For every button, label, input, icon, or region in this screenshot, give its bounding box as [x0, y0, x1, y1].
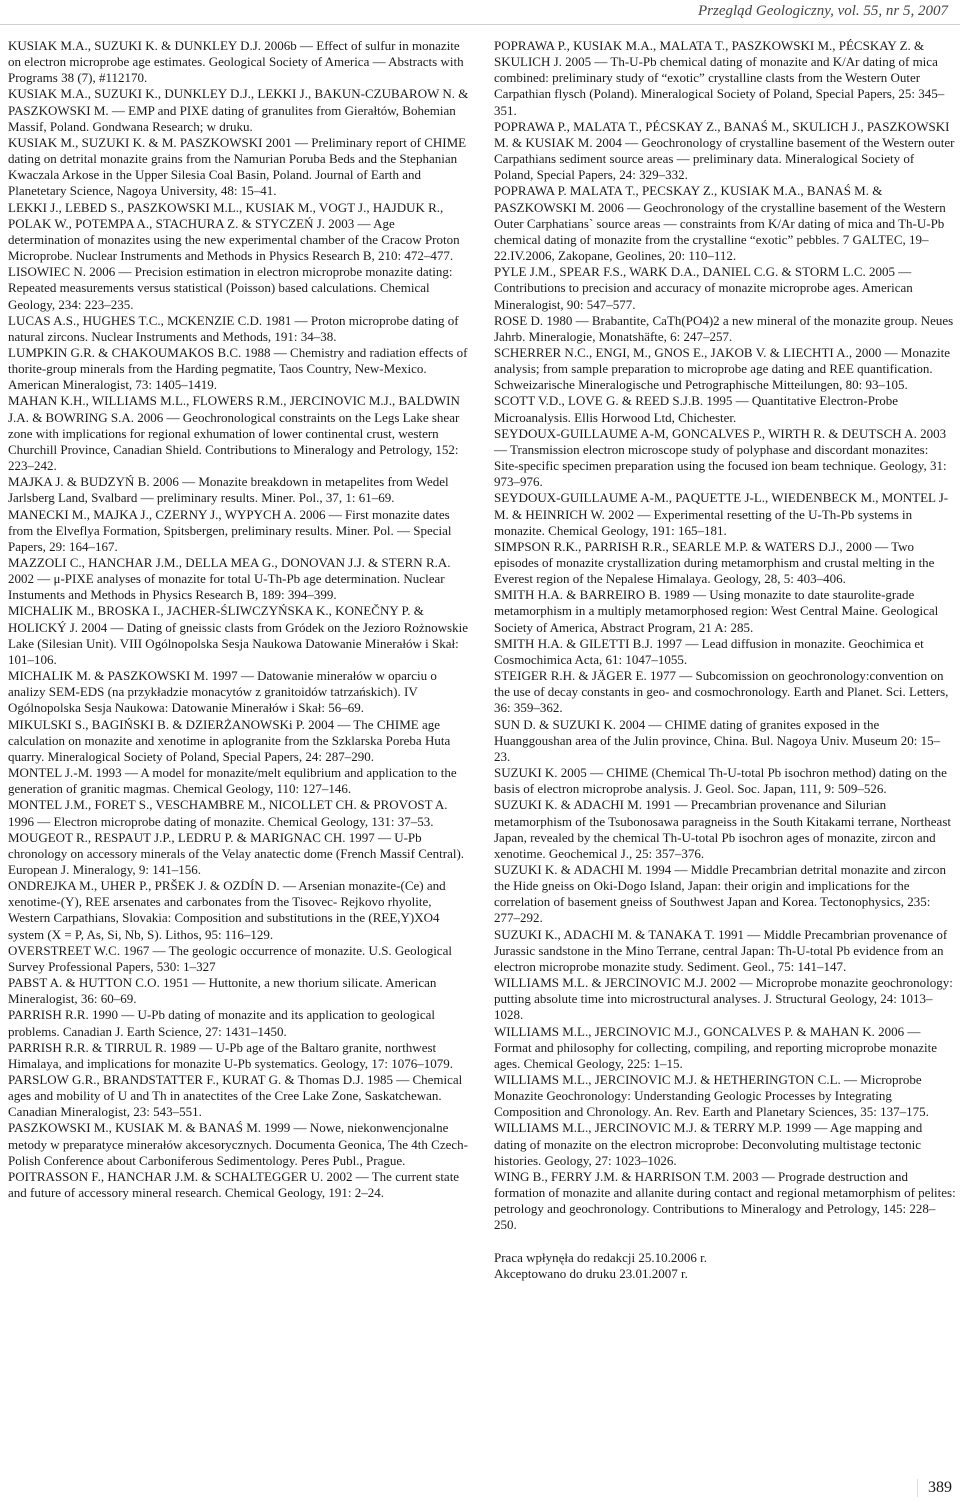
reference-entry: MAHAN K.H., WILLIAMS M.L., FLOWERS R.M., JERCINOVIC M.J., BALDWIN J.A. & BOWRING S.A. 2006 — Geochronological constraints on the Legs Lake shear zone with implications for regional exhumation of lower continental crust, western Churchill Province, Canadian Shield. Contributions to Mineralogy and Petrology, 152: 223–242. — [8, 393, 460, 474]
reference-entry: LUCAS A.S., HUGHES T.C., MCKENZIE C.D. 1981 — Proton microprobe dating of natural zircons. Nuclear Instruments and Methods, 191: 34–38. — [8, 312, 459, 344]
reference-entry: LISOWIEC N. 2006 — Precision estimation in electron microprobe monazite dating: Repeated measurements versus statistical (Poisson) based calculations. Chemical Geology, 234: 223–235. — [8, 264, 453, 312]
page-number: 389 — [917, 1479, 952, 1497]
reference-entry: MOUGEOT R., RESPAUT J.P., LEDRU P. & MARIGNAC CH. 1997 — U-Pb chronology on accessory minerals of the Velay anatectic dome (French Massif Central). European J. Mineralogy, 9: 141–156. — [8, 829, 465, 877]
reference-entry: POPRAWA P., MALATA T., PÉCSKAY Z., BANAŚ M., SKULICH J., PASZKOWSKI M. & KUSIAK M. 2004 — Geochronology of crystalline basement of the Western outer Carpathians sediment source areas — preliminary data. Mineralogical Society of Poland, Special Papers, 24: 329–332. — [494, 118, 955, 183]
reference-entry: SEYDOUX-GUILLAUME A-M., PAQUETTE J-L., WIEDENBECK M., MONTEL J-M. & HEINRICH W. 2002 — Experimental resetting of the U-Th-Pb systems in monazite. Chemical Geology, 191: 165–181. — [494, 490, 949, 538]
reference-entry: OVERSTREET W.C. 1967 — The geologic occurrence of monazite. U.S. Geological Survey Professional Papers, 530: 1–327 — [8, 942, 452, 974]
reference-entry: STEIGER R.H. & JÄGER E. 1977 — Subcomission on geochronology:convention on the use of decay constants in geo- and cosmochronology. Earth and Planet. Sci. Letters, 36: 359–362. — [494, 668, 949, 716]
reference-entry: SMITH H.A. & BARREIRO B. 1989 — Using monazite to date staurolite-grade metamorphism in a multiply metamorphosed region: West Central Maine. Geological Society of America, Abstract Program, 21 A: 285. — [494, 587, 939, 635]
reference-entry: MONTEL J.M., FORET S., VESCHAMBRE M., NICOLLET CH. & PROVOST A. 1996 — Electron microprobe dating of monazite. Chemical Geology, 131: 37–53. — [8, 797, 448, 829]
reference-entry: SUZUKI K. & ADACHI M. 1994 — Middle Precambrian detrital monazite and zircon the Hide gneiss on Oki-Dogo Island, Japan: their origin and implications for the correlation of basement gneiss of Southwest Japan and Korea. Tectonophysics, 235: 277–292. — [494, 861, 947, 926]
reference-entry: SUZUKI K. & ADACHI M. 1991 — Precambrian provenance and Silurian metamorphism of the Tsubonosawa paragneiss in the South Kitakami terrane, Northeast Japan, revealed by the chemical Th-U-total Pb isochron ages of monazite, zircon and xenotime. Geochemical J., 25: 357–376. — [494, 797, 951, 861]
reference-entry: MIKULSKI S., BAGIŃSKI B. & DZIERŻANOWSKi P. 2004 — The CHIME age calculation on monazite and xenotime in aplogranite from the Szklarska Poreba Huta quarry. Mineralogical Society of Poland, Special Papers, 24: 287–290. — [8, 716, 451, 764]
reference-entry: KUSIAK M., SUZUKI K. & M. PASZKOWSKI 2001 — Preliminary report of CHIME dating on detrital monazite grains from the Namurian Poruba Beds and the Stephanian Kwaczala Arkose in the Upper Silesia Coal Basin, Poland. Journal of Earth and Planetetary Science, Nagoya University, 48: 15–41. — [8, 134, 467, 199]
reference-entry: PYLE J.M., SPEAR F.S., WARK D.A., DANIEL C.G. & STORM L.C. 2005 — Contributions to precision and accuracy of monazite microprobe ages. American Mineralogist, 90: 547–577. — [494, 264, 913, 312]
reference-entry: SEYDOUX-GUILLAUME A-M, GONCALVES P., WIRTH R. & DEUTSCH A. 2003 — Transmission electron microscope study of polyphase and discordant monazites: Site-specific specimen preparation using the focused ion beam technique. Geology, 31: 973–976. — [494, 425, 947, 490]
journal-title: Przegląd Geologiczny, vol. 55, nr 5, 2007 — [698, 3, 948, 19]
reference-entry: ROSE D. 1980 — Brabantite, CaTh(PO4)2 a new mineral of the monazite group. Neues Jahrb. Mineralogie, Monatshäfte, 6: 247–257. — [494, 312, 954, 344]
reference-entry: WILLIAMS M.L., JERCINOVIC M.J., GONCALVES P. & MAHAN K. 2006 — Format and philosophy for collecting, compiling, and reporting microprobe monazite ages. Chemical Geology, 225: 1–15. — [494, 1023, 937, 1071]
references-right-column — [494, 38, 956, 1282]
reference-entry: PARRISH R.R. 1990 — U-Pb dating of monazite and its application to geological problems. Canadian J. Earth Science, 27: 1431–1450. — [8, 1007, 436, 1039]
reference-entry: SMITH H.A. & GILETTI B.J. 1997 — Lead diffusion in monazite. Geochimica et Cosmochimica Acta, 61: 1047–1055. — [494, 635, 924, 667]
reference-entry: LEKKI J., LEBED S., PASZKOWSKI M.L., KUSIAK M., VOGT J., HAJDUK R., POLAK W., POTEMPA A., STACHURA Z. & STYCZEŃ J. 2003 — Age determination of monazites using the new experimental chamber of the Cracow Proton Microprobe. Nuclear Instruments and Methods in Physics Research B, 210: 472–477. — [8, 199, 460, 264]
article-dates — [494, 1250, 956, 1282]
reference-entry: MICHALIK M. & PASZKOWSKI M. 1997 — Datowanie minerałów w oparciu o analizy SEM-EDS (na przykładzie monacytów z granitoidów tatrzańskich). IV Ogólnopolska Sesja Naukowa: Datowanie Minerałów i Skał: 56–69. — [8, 668, 437, 716]
reference-entry: SCHERRER N.C., ENGI, M., GNOS E., JAKOB V. & LIECHTI A., 2000 — Monazite analysis; from sample preparation to microprobe age dating and REE quantification. Schweizarische Mineralogische und Petrographische Mitteilungen, 80: 93–105. — [494, 344, 950, 393]
reference-entry: PARSLOW G.R., BRANDSTATTER F., KURAT G. & Thomas D.J. 1985 — Chemical ages and mobility of U and Th in anatectites of the Cree Lake Zone, Saskatchewan. Canadian Mineralogist, 23: 543–551. — [8, 1072, 463, 1120]
reference-entry: MANECKI M., MAJKA J., CZERNY J., WYPYCH A. 2006 — First monazite dates from the Elveflya Formation, Spitsbergen, preliminary results. Miner. Pol. — Special Papers, 29: 164–167. — [8, 506, 452, 554]
reference-entry: WING B., FERRY J.M. & HARRISON T.M. 2003 — Prograde destruction and formation of monazite and allanite during contact and regional metamorphism of pelites: petrology and geochronology. Contributions to Mineralogy and Petrology, 145: 228–250. — [494, 1168, 956, 1233]
received-date: Praca wpłynęła do redakcji 25.10.2006 r. — [494, 1249, 707, 1265]
reference-entry: PABST A. & HUTTON C.O. 1951 — Huttonite, a new thorium silicate. American Mineralogist, 36: 60–69. — [8, 975, 437, 1007]
reference-entry: SIMPSON R.K., PARRISH R.R., SEARLE M.P. & WATERS D.J., 2000 — Two episodes of monazite crystallization during metamorphism and crustal melting in the Everest region of the Nepalese Himalaya. Geology, 28, 5: 403–406. — [494, 538, 935, 587]
reference-entry: ONDREJKA M., UHER P., PRŠEK J. & OZDÍN D. — Arsenian monazite-(Ce) and xenotime-(Y), REE arsenates and carbonates from the Tisovec- Rejkovo rhyolite, Western Carpathians, Slovakia: Composition and substitutions in the (REE,Y)XO4 system (X = P, As, Si, Nb, S). Lithos, 95: 116–129. — [8, 878, 446, 942]
reference-entry: SUZUKI K. 2005 — CHIME (Chemical Th-U-total Pb isochron method) dating on the basis of electron microprobe analysis. J. Geol. Soc. Japan, 111, 9: 509–526. — [494, 765, 947, 797]
reference-entry: WILLIAMS M.L. & JERCINOVIC M.J. 2002 — Microprobe monazite geochronology: putting absolute time into microstructural analyses. J. Structural Geology, 24: 1013–1028. — [494, 975, 953, 1023]
reference-entry: WILLIAMS M.L., JERCINOVIC M.J. & TERRY M.P. 1999 — Age mapping and dating of monazite on the electron microprobe: Deconvoluting multistage tectonic histories. Geology, 27: 1023–1026. — [494, 1120, 923, 1168]
reference-entry: MAJKA J. & BUDZYŃ B. 2006 — Monazite breakdown in metapelites from Wedel Jarlsberg Land, Svalbard — preliminary results. Miner. Pol., 37, 1: 61–69. — [8, 474, 449, 506]
reference-entry: SCOTT V.D., LOVE G. & REED S.J.B. 1995 — Quantitative Electron-Probe Microanalysis. Ellis Horwood Ltd, Chichester. — [494, 393, 899, 425]
reference-entry: POITRASSON F., HANCHAR J.M. & SCHALTEGGER U. 2002 — The current state and future of accessory mineral research. Chemical Geology, 191: 2–24. — [8, 1168, 460, 1201]
reference-entry: MICHALIK M., BROSKA I., JACHER-ŚLIWCZYŃSKA K., KONEČNY P. & HOLICKÝ J. 2004 — Dating of gneissic clasts from Gródek on the Jezioro Rożnowskie Lake (Silesian Unit). VIII Ogólnopolska Sesja Naukowa Datowanie Minerałów i Skał: 101–106. — [8, 603, 468, 667]
reference-entry: KUSIAK M.A., SUZUKI K. & DUNKLEY D.J. 2006b — Effect of sulfur in monazite on electron microprobe age estimates. Geological Society of America — Abstracts with Programs 38 (7), #112170. — [8, 38, 464, 86]
reference-entry: KUSIAK M.A., SUZUKI K., DUNKLEY D.J., LEKKI J., BAKUN-CZUBAROW N. & PASZKOWSKI M. — EMP and PIXE dating of granulites from Gierałtów, Bohemian Massif, Poland. Gondwana Research; w druku. — [8, 86, 469, 134]
page-header — [0, 0, 960, 25]
reference-entry: LUMPKIN G.R. & CHAKOUMAKOS B.C. 1988 — Chemistry and radiation effects of thorite-group minerals from the Harding pegmatite, Taos Country, New-Mexico. American Mineralogist, 73: 1405–1419. — [8, 344, 468, 393]
reference-entry: WILLIAMS M.L., JERCINOVIC M.J. & HETHERINGTON C.L. — Microprobe Monazite Geochronology: Understanding Geologic Processes by Integrating Composition and Chronology. An. Rev. Earth and Planetary Sciences, 35: 137–175. — [494, 1072, 929, 1120]
reference-entry: SUZUKI K., ADACHI M. & TANAKA T. 1991 — Middle Precambrian provenance of Jurassic sandstone in the Mino Terrane, central Japan: Th-U-total Pb evidence from an electron microprobe monazite study. Sediment. Geol., 75: 141–147. — [494, 926, 948, 974]
reference-entry: SUN D. & SUZUKI K. 2004 — CHIME dating of granites exposed in the Huanggoushan area of the Julin province, China. Bul. Nagoya Univ. Museum 20: 15–23. — [494, 716, 941, 764]
accepted-date: Akceptowano do druku 23.01.2007 r. — [494, 1265, 688, 1281]
reference-entry: PARRISH R.R. & TIRRUL R. 1989 — U-Pb age of the Baltaro granite, northwest Himalaya, and implications for monazite U-Pb systematics. Geology, 17: 1076–1079. — [8, 1039, 454, 1071]
reference-entry: PASZKOWSKI M., KUSIAK M. & BANAŚ M. 1999 — Nowe, niekonwencjonalne metody w preparatyce minerałów akcesorycznych. Documenta Geonica, The 4th Czech-Polish Conference about Carboniferous Sedimentology. Peres Publ., Prague. — [8, 1120, 468, 1168]
reference-entry: POPRAWA P., KUSIAK M.A., MALATA T., PASZKOWSKI M., PÉCSKAY Z. & SKULICH J. 2005 — Th-U-Pb chemical dating of monazite and K/Ar dating of mica combined: preliminary study of “exotic” crystalline clasts from the Western Outer Carpathian flysch (Poland). Mineralogical Society of Poland, Special Papers, 25: 345–351. — [494, 38, 945, 118]
reference-entry: POPRAWA P. MALATA T., PECSKAY Z., KUSIAK M.A., BANAŚ M. & PASZKOWSKI M. 2006 — Geochronology of the crystalline basement of the Western Outer Carphatians` source areas — constraints from K/Ar dating of mica and Th-U-Pb chemical dating of monazite from the crystalline “exotic” pebbles. 7 GALTEC, 19–22.IV.2006, Zakopane, Geolines, 20: 110–112. — [494, 183, 946, 264]
reference-entry: MAZZOLI C., HANCHAR J.M., DELLA MEA G., DONOVAN J.J. & STERN R.A. 2002 — μ-PIXE analyses of monazite for total U-Th-Pb age determination. Nuclear Instuments and Methods in Physics Research B, 189: 394–399. — [8, 555, 451, 603]
references-left-column — [8, 38, 470, 1201]
reference-entry: MONTEL J.-M. 1993 — A model for monazite/melt equlibrium and application to the generation of granitic magmas. Chemical Geology, 110: 127–146. — [8, 765, 457, 797]
references-right-list — [494, 38, 956, 1234]
